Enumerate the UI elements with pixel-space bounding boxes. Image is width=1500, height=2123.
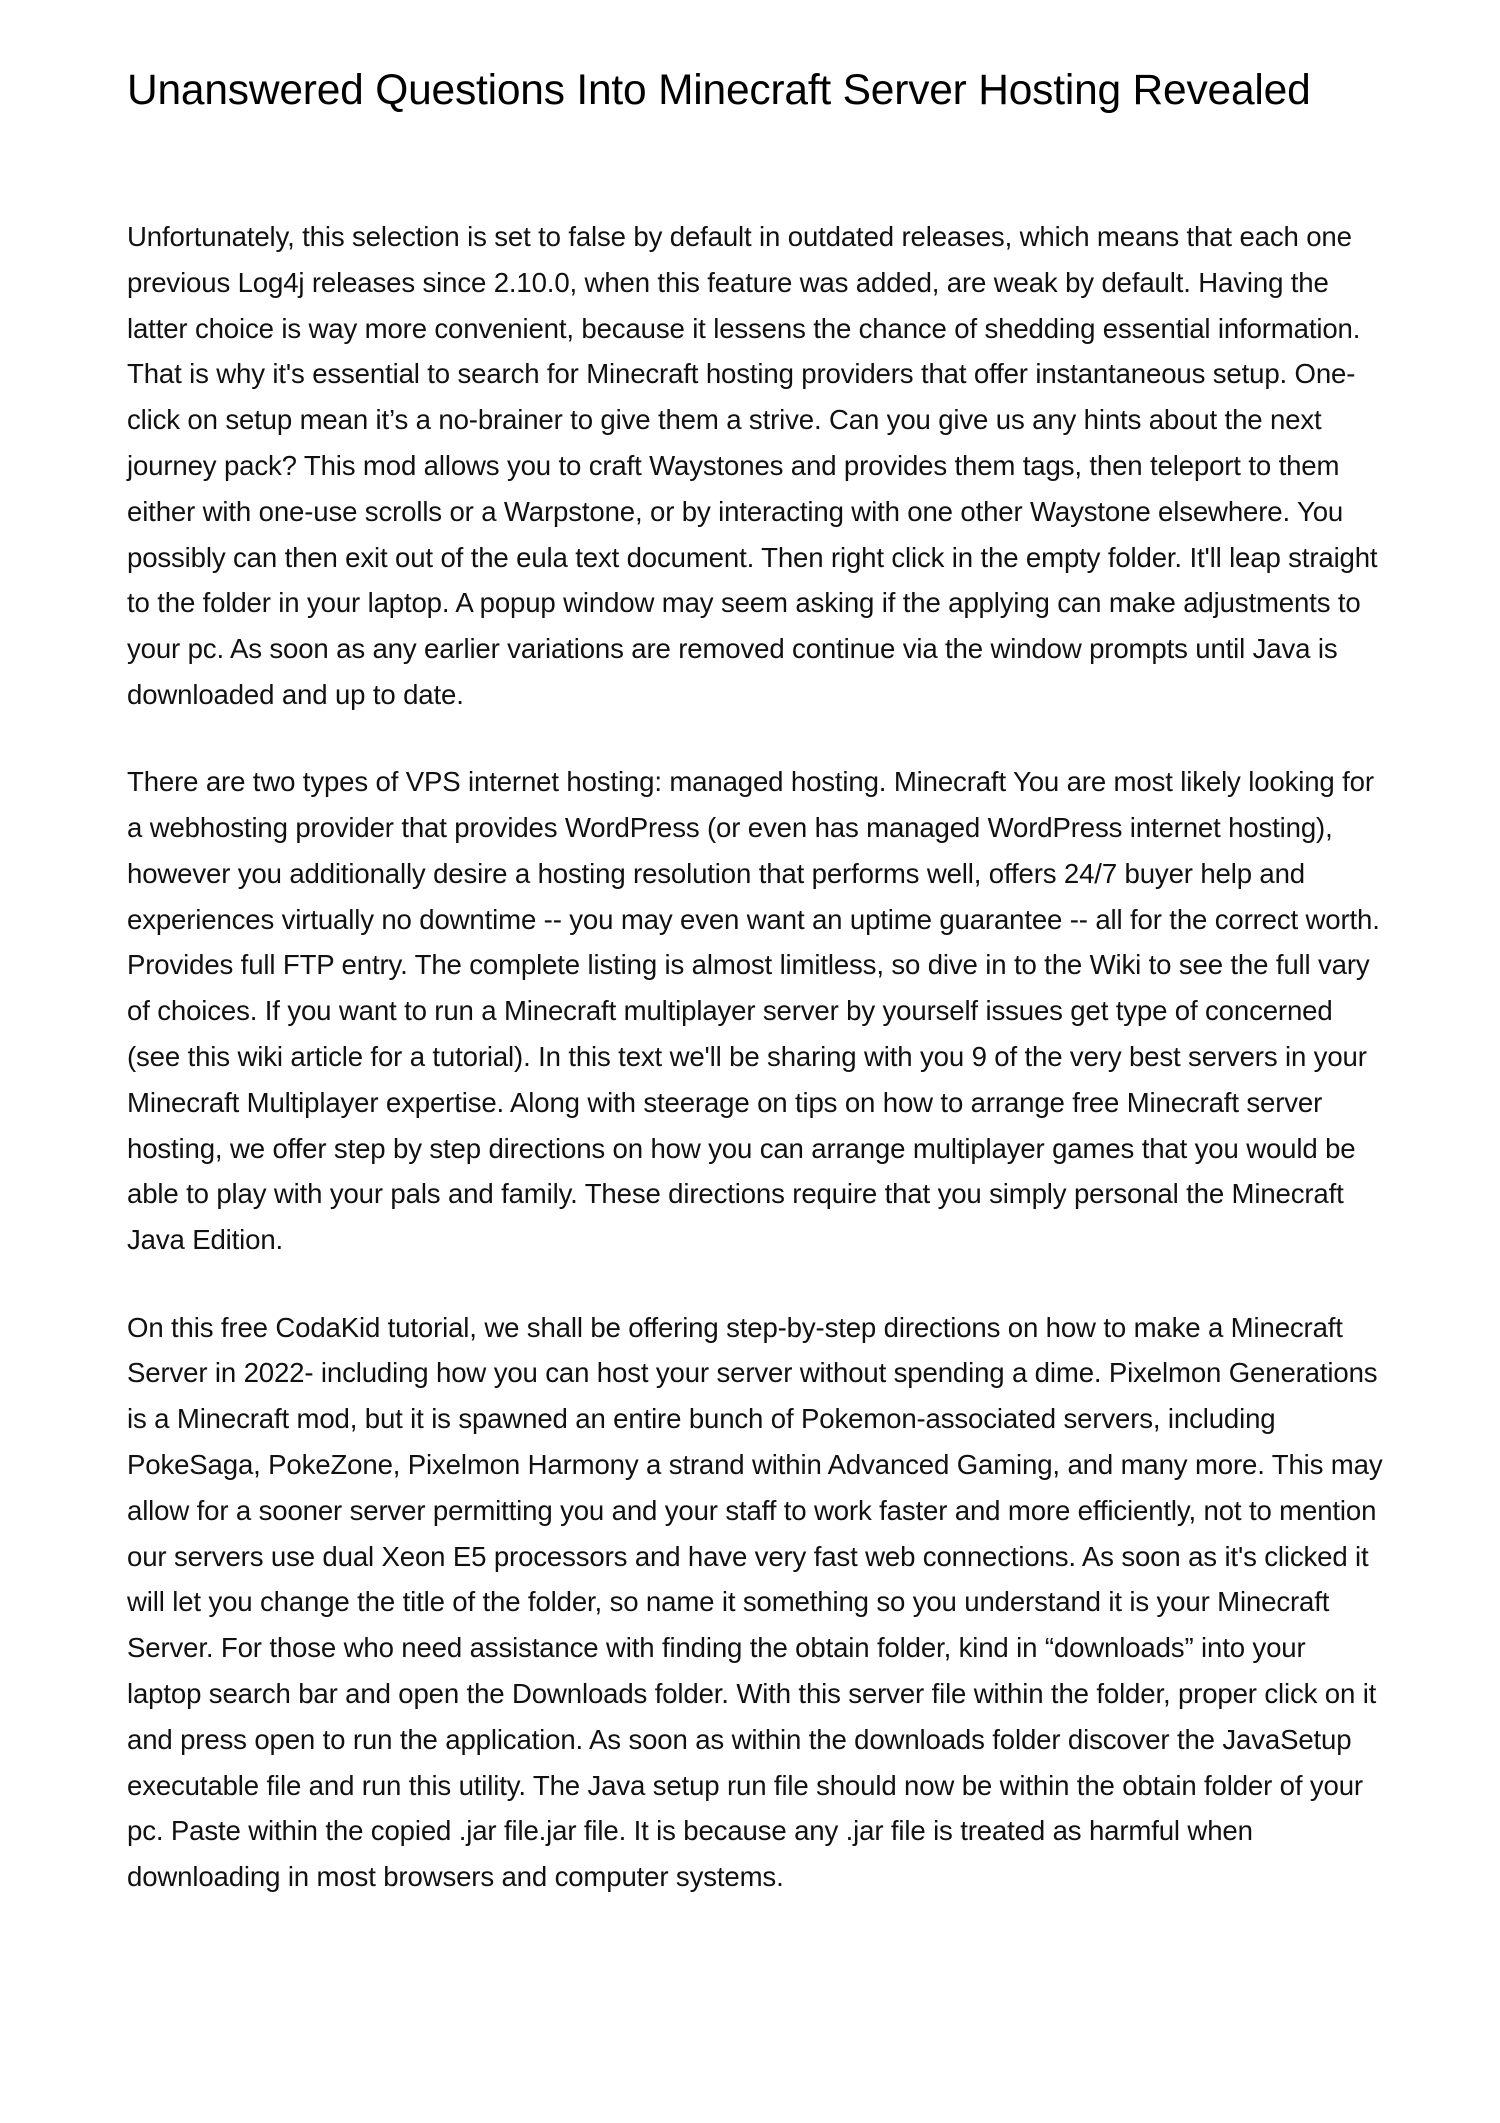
paragraph-2: There are two types of VPS internet hosting: managed hosting. Minecraft You are most likely looking for a webhosting provider that provides WordPress (or even has managed WordPress internet hosting), however you additionally desire a hosting resolution that performs well, offers 24/7 buyer help and experiences virtually no downtime -- you may even want an uptime guarantee -- all for the correct worth. Provides full FTP entry. The complete listing is almost limitless, so dive in to the Wiki to see the full vary of choices. If you want to run a Minecraft multiplayer server by yourself issues get type of concerned (see this wiki article for a tutorial). In this text we'll be sharing with you 9 of the very best servers in your Minecraft Multiplayer expertise. Along with steerage on tips on how to arrange free Minecraft server hosting, we offer step by step directions on how you can arrange multiplayer games that you would be able to play with your pals and family. These directions require that you simply personal the Minecraft Java Edition. bbox=[127, 766, 1380, 1256]
document-body bbox=[127, 214, 1387, 1941]
paragraph-3: On this free CodaKid tutorial, we shall be offering step-by-step directions on how to make a Minecraft Server in 2022- including how you can host your server without spending a dime. Pixelmon Generations is a Minecraft mod, but it is spawned an entire bunch of Pokemon-associated servers, including PokeSaga, PokeZone, Pixelmon Harmony a strand within Advanced Gaming, and many more. This may allow for a sooner server permitting you and your staff to work faster and more efficiently, not to mention our servers use dual Xeon E5 processors and have very fast web connections. As soon as it's clicked it will let you change the title of the folder, so name it something so you understand it is your Minecraft Server. For those who need assistance with finding the obtain folder, kind in “downloads” into your laptop search bar and open the Downloads folder. With this server file within the folder, proper click on it and press open to run the application. As soon as within the downloads folder discover the JavaSetup executable file and run this utility. The Java setup run file should now be within the obtain folder of your pc. Paste within the copied .jar file.jar file. It is because any .jar file is treated as harmful when downloading in most browsers and computer systems. bbox=[127, 1311, 1383, 1893]
document-title: Unanswered Questions Into Minecraft Server Hosting Revealed bbox=[127, 67, 1311, 114]
paragraph-1: Unfortunately, this selection is set to false by default in outdated releases, which means that each one previous Log4j releases since 2.10.0, when this feature was added, are weak by default. Having the latter choice is way more convenient, because it lessens the chance of shedding essential information. That is why it's essential to search for Minecraft hosting providers that offer instantaneous setup. One-click on setup mean it’s a no-brainer to give them a strive. Can you give us any hints about the next journey pack? This mod allows you to craft Waystones and provides them tags, then teleport to them either with one-use scrolls or a Warpstone, or by interacting with one other Waystone elsewhere. You possibly can then exit out of the eula text document. Then right click in the empty folder. It'll leap straight to the folder in your laptop. A popup window may seem asking if the applying can make adjustments to your pc. As soon as any earlier variations are removed continue via the window prompts until Java is downloaded and up to date. bbox=[127, 221, 1378, 710]
